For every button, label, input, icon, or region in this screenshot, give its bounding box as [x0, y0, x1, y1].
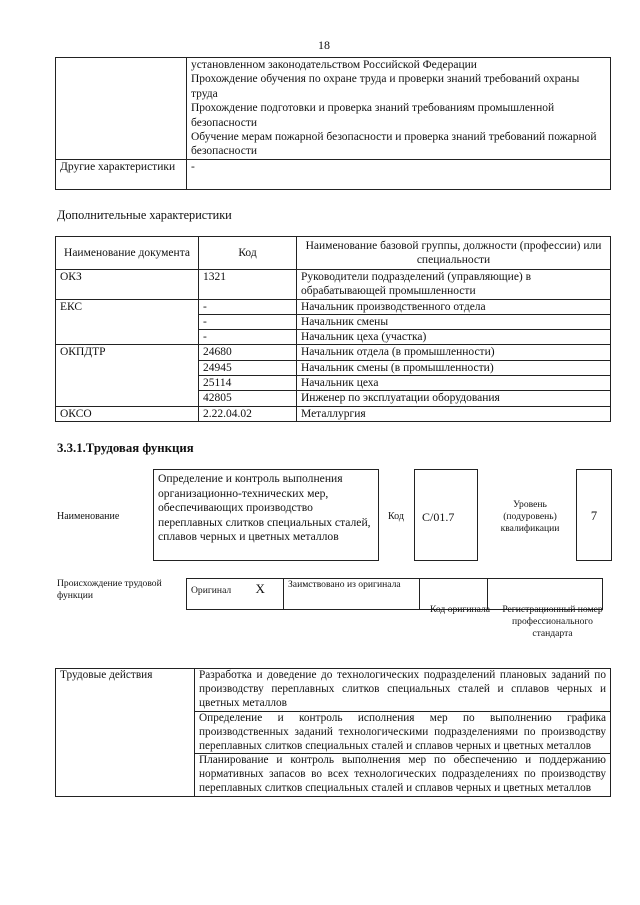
code-cell: 1321	[199, 270, 297, 300]
labor-actions-table	[55, 668, 611, 797]
requirement-item: Прохождение подготовки и проверка знаний требованиям промышленной безопасности	[191, 102, 555, 129]
original-label: Оригинал	[187, 579, 252, 610]
original-mark: X	[252, 579, 284, 610]
name-cell: Начальник цеха	[297, 376, 611, 391]
additional-heading: Дополнительные характеристики	[57, 208, 232, 222]
code-cell: 24680	[199, 345, 297, 360]
level-box: 7	[576, 469, 612, 561]
doc-cell: ОКЗ	[56, 270, 199, 300]
empty-cell	[56, 58, 187, 160]
name-cell: Начальник смены (в промышленности)	[297, 360, 611, 375]
code-caption: Код оригинала	[429, 604, 491, 615]
code-cell: -	[199, 299, 297, 314]
name-cell: Начальник цеха (участка)	[297, 330, 611, 345]
code-cell: 24945	[199, 360, 297, 375]
code-cell: -	[199, 314, 297, 329]
additional-characteristics-table	[55, 236, 611, 422]
borrowed-label: Заимствовано из оригинала	[284, 579, 420, 610]
level-label: Уровень (подуровень) квалификации	[500, 499, 560, 534]
code-label: Код	[388, 511, 404, 522]
origin-label: Происхождение трудовой функции	[57, 578, 162, 601]
requirements-cell	[187, 58, 611, 160]
other-characteristics-label: Другие характеристики	[56, 159, 187, 189]
name-cell: Инженер по эксплуатации оборудования	[297, 391, 611, 406]
name-label: Наименование	[57, 511, 120, 522]
code-cell: 2.22.04.02	[199, 406, 297, 421]
code-cell: -	[199, 330, 297, 345]
requirement-item: установленном законодательством Российской Федерации	[191, 59, 477, 71]
labor-action-item: Разработка и доведение до технологических подразделений плановых заданий по производству переплавных слитков специальных сталей и сплавов черных и цветных металлов	[195, 669, 611, 712]
section-title: 3.3.1.Трудовая функция	[57, 441, 194, 455]
function-name-box: Определение и контроль выполнения организационно-технических мер, обеспечивающих производство переплавных слитков специальных сталей, сплавов черных и цветных металлов	[153, 469, 379, 561]
labor-action-item: Определение и контроль исполнения мер по выполнению графика производственных заданий технологическими подразделениями по производству переплавных слитков специальных сталей и сплавов черных и цветных металлов	[195, 711, 611, 754]
name-cell: Начальник смены	[297, 314, 611, 329]
doc-cell: ОКСО	[56, 406, 199, 421]
labor-actions-label: Трудовые действия	[56, 669, 195, 797]
function-code-box: С/01.7	[414, 469, 478, 561]
labor-action-item: Планирование и контроль выполнения мер по обеспечению и поддержанию нормативных запасов во всех технологических подразделениях по производству переплавных слитков специальных сталей и сплавов черных и цветных металлов	[195, 754, 611, 797]
name-cell: Начальник производственного отдела	[297, 299, 611, 314]
header-code: Код	[199, 237, 297, 270]
header-document: Наименование документа	[56, 237, 199, 270]
other-characteristics-value: -	[187, 159, 611, 189]
requirement-item: Обучение мерам пожарной безопасности и проверка знаний требований пожарной безопасности	[191, 131, 597, 158]
code-cell: 25114	[199, 376, 297, 391]
name-cell: Металлургия	[297, 406, 611, 421]
doc-cell: ОКПДТР	[56, 345, 199, 406]
name-cell: Руководители подразделений (управляющие) в обрабатывающей промышленности	[297, 270, 611, 300]
requirement-item: Прохождение обучения по охране труда и проверки знаний требований охраны труда	[191, 73, 580, 100]
header-name: Наименование базовой группы, должности (профессии) или специальности	[297, 237, 611, 270]
code-cell: 42805	[199, 391, 297, 406]
name-cell: Начальник отдела (в промышленности)	[297, 345, 611, 360]
doc-cell: ЕКС	[56, 299, 199, 345]
page-number: 18	[318, 38, 330, 52]
reg-caption: Регистрационный номер профессионального стандарта	[502, 604, 603, 639]
characteristics-table	[55, 57, 611, 190]
